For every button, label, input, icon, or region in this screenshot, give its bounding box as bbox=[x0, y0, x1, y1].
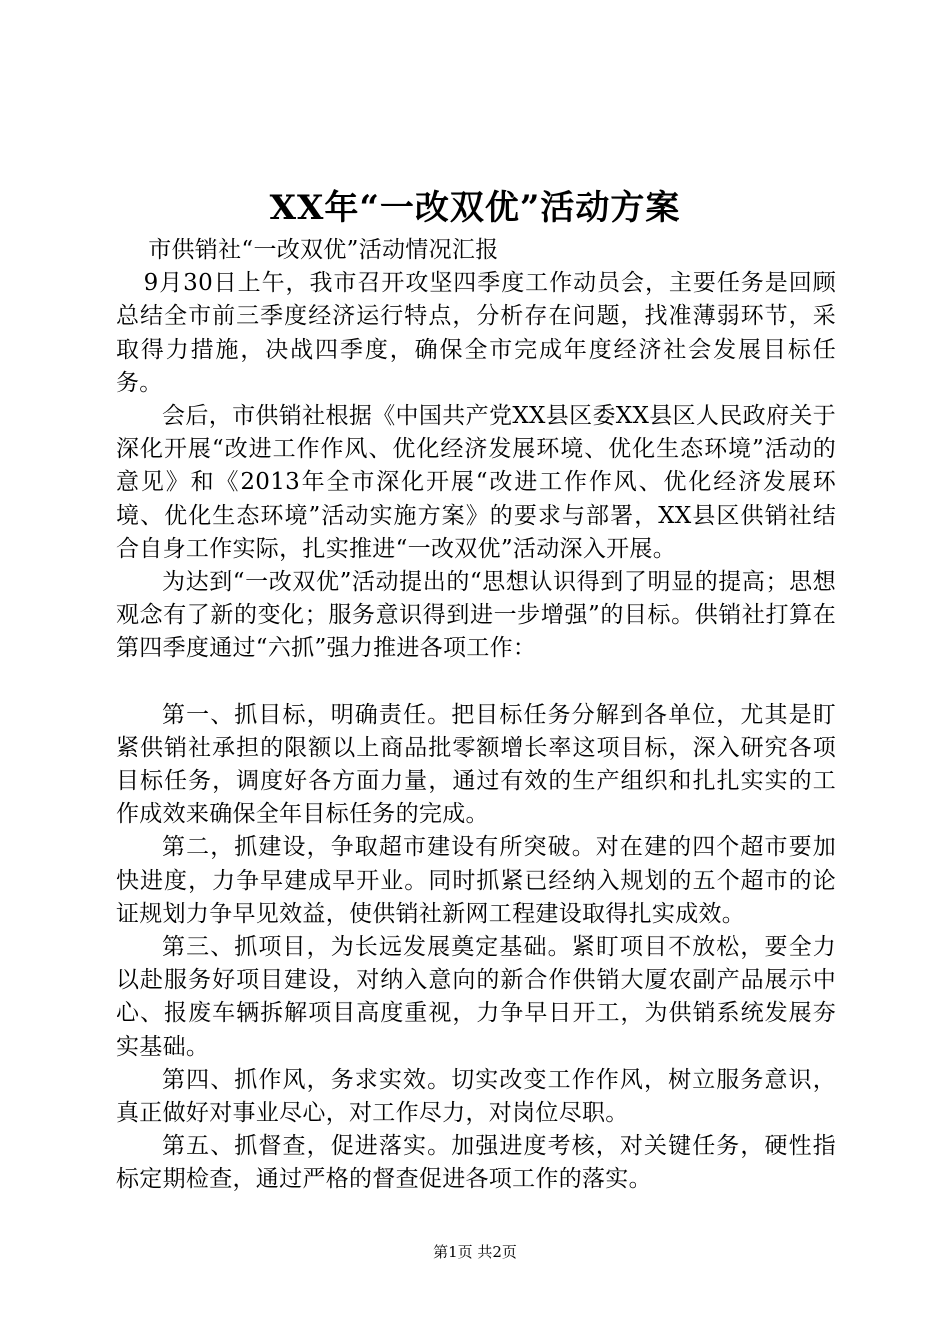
paragraph-item-5: 第五、抓督查，促进落实。加强进度考核，对关键任务，硬性指标定期检查，通过严格的督查促进各项工作的落实。 bbox=[116, 1133, 836, 1193]
document-body bbox=[116, 234, 836, 1197]
paragraph-item-2: 第二，抓建设，争取超市建设有所突破。对在建的四个超市要加快进度，力争早建成早开业。同时抓紧已经纳入规划的五个超市的论证规划力争早见效益，使供销社新网工程建设取得扎实成效。 bbox=[116, 834, 836, 927]
paragraph-goal: 为达到“一改双优”活动提出的“思想认识得到了明显的提高；思想观念有了新的变化；服务意识得到进一步增强”的目标。供销社打算在第四季度通过“六抓”强力推进各项工作： bbox=[116, 569, 836, 662]
paragraph-meeting: 9月30日上午，我市召开攻坚四季度工作动员会，主要任务是回顾总结全市前三季度经济运行特点，分析存在问题，找准薄弱环节，采取得力措施，决战四季度，确保全市完成年度经济社会发展目标任务。 bbox=[116, 270, 836, 396]
paragraph-item-4: 第四、抓作风，务求实效。切实改变工作作风，树立服务意识，真正做好对事业尽心，对工作尽力，对岗位尽职。 bbox=[116, 1066, 836, 1127]
paragraph-after-meeting: 会后，市供销社根据《中国共产党XX县区委XX县区人民政府关于深化开展“改进工作作风、优化经济发展环境、优化生态环境”活动的意见》和《2013年全市深化开展“改进工作作风、优化经济发展环境、优化生态环境”活动实施方案》的要求与部署，XX县区供销社结合自身工作实际，扎实推进“一改双优”活动深入开展。 bbox=[116, 403, 836, 562]
paragraph-spacer bbox=[116, 666, 836, 699]
paragraph-item-1: 第一、抓目标，明确责任。把目标任务分解到各单位，尤其是盯紧供销社承担的限额以上商品批零额增长率这项目标，深入研究各项目标任务，调度好各方面力量，通过有效的生产组织和扎扎实实的工作成效来确保全年目标任务的完成。 bbox=[116, 701, 836, 828]
paragraph-item-3: 第三、抓项目，为长远发展奠定基础。紧盯项目不放松，要全力以赴服务好项目建设，对纳入意向的新合作供销大厦农副产品展示中心、报废车辆拆解项目高度重视，力争早日开工，为供销系统发展夯实基础。 bbox=[116, 934, 836, 1060]
paragraph-subtitle: 市供销社“一改双优”活动情况汇报 bbox=[148, 237, 499, 263]
page-footer: 第1页 共2页 bbox=[433, 1243, 517, 1261]
document-title: XX年“一改双优”活动方案 bbox=[269, 188, 681, 228]
